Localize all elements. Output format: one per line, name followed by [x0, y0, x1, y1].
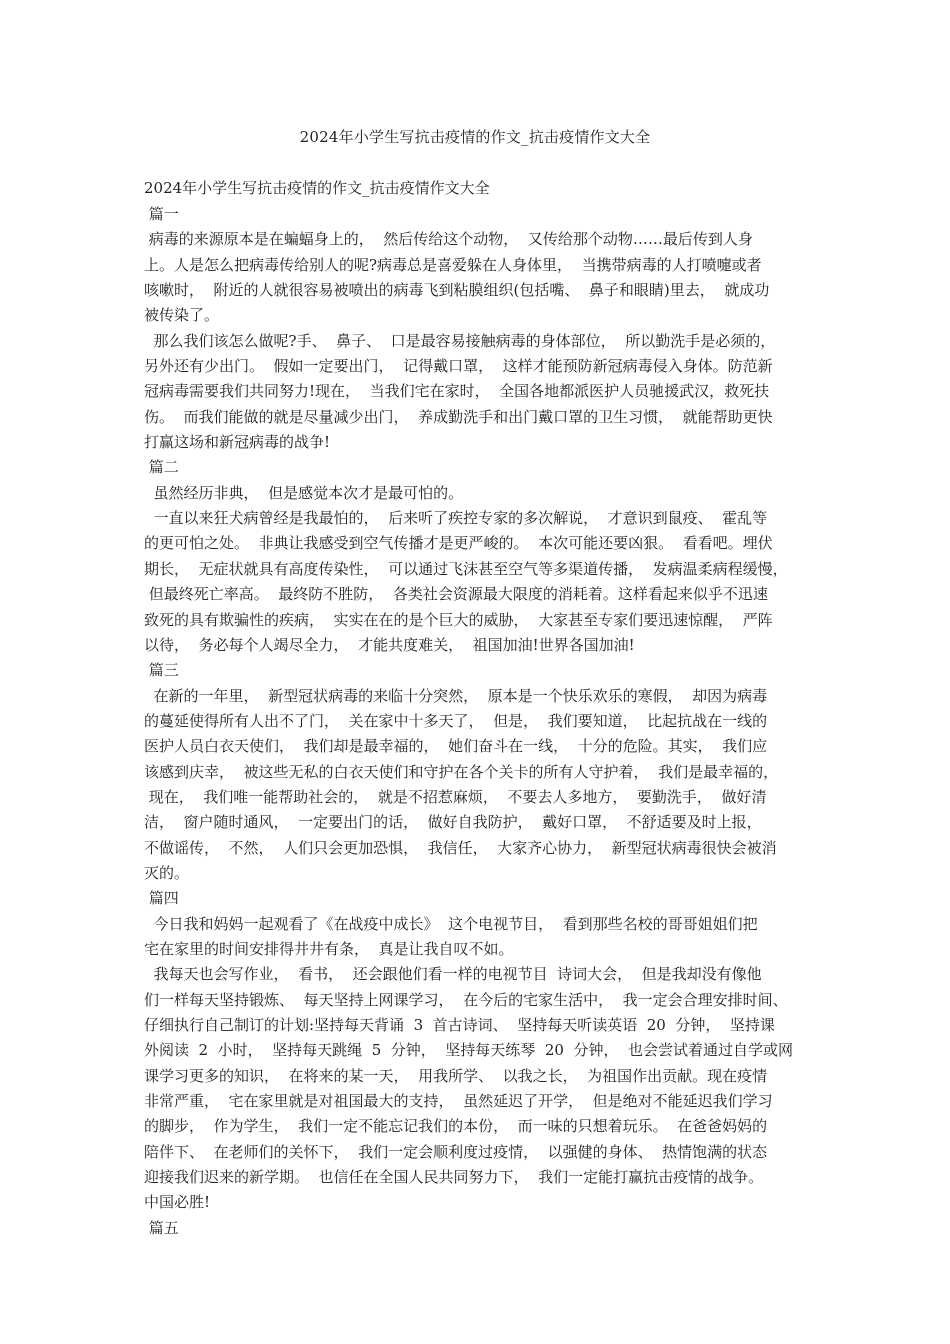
text-line: 的更可怕之处。 非典让我感受到空气传播才是更严峻的。 本次可能还要凶狠。 看看吧。埋伏 — [144, 534, 773, 553]
text-line: 现在， 我们唯一能帮助社会的， 就是不招惹麻烦， 不要去人多地方， 要勤洗手， 做好清 — [144, 787, 767, 806]
text-line: 另外还有少出门。 假如一定要出门， 记得戴口罩， 这样才能预防新冠病毒侵入身体。防范新 — [144, 357, 773, 376]
text-line: 灭的。 — [144, 863, 190, 882]
text-line: 中国必胜! — [144, 1193, 211, 1212]
text-line: 咳嗽时， 附近的人就很容易被喷出的病毒飞到粘膜组织(包括嘴、 鼻子和眼睛)里去， 就成功 — [144, 281, 770, 300]
text-line: 医护人员白衣天使们， 我们却是最幸福的， 她们奋斗在一线， 十分的危险。其实， 我们应 — [144, 737, 768, 756]
text-line: 篇五 — [144, 1218, 179, 1237]
text-line: 仔细执行自己制订的计划:坚持每天背诵 3 首古诗词、 坚持每天听读英语 20 分钟， 坚持课 — [144, 1016, 775, 1034]
text-line: 期长， 无症状就具有高度传染性， 可以通过飞沫甚至空气等多渠道传播， 发病温柔病程缓慢， — [144, 559, 788, 578]
text-line: 今日我和妈妈一起观看了《在战疫中成长》 这个电视节目， 看到那些名校的哥哥姐姐们把 — [144, 914, 758, 933]
text-line: 非常严重， 宅在家里就是对祖国最大的支持， 虽然延迟了开学， 但是绝对不能延迟我们学习 — [144, 1092, 773, 1111]
text-line: 外阅读 2 小时， 坚持每天跳绳 5 分钟， 坚持每天练琴 20 分钟， 也会尝试着通过自学或网 — [144, 1041, 794, 1060]
text-line: 被传染了。 — [144, 306, 220, 325]
text-line: 在新的一年里， 新型冠状病毒的来临十分突然， 原本是一个快乐欢乐的寒假， 却因为病毒 — [144, 686, 768, 705]
text-line: 宅在家里的时间安排得井井有条， 真是让我自叹不如。 — [144, 939, 514, 958]
document-body — [144, 176, 810, 1241]
text-line: 伤。 而我们能做的就是尽量减少出门， 养成勤洗手和出门戴口罩的卫生习惯， 就能帮助更快 — [144, 407, 773, 426]
text-line: 篇一 — [144, 205, 179, 223]
text-line: 的脚步， 作为学生， 我们一定不能忘记我们的本份， 而一味的只想着玩乐。 在爸爸妈妈的 — [144, 1117, 768, 1136]
text-line: 不做谣传， 不然， 人们只会更加恐惧， 我信任， 大家齐心协力， 新型冠状病毒很快会被消 — [144, 838, 777, 857]
text-line: 的蔓延使得所有人出不了门， 关在家中十多天了， 但是， 我们要知道， 比起抗战在一线的 — [144, 711, 768, 730]
text-line: 篇四 — [144, 889, 179, 908]
text-line: 迎接我们迟来的新学期。 也信任在全国人民共同努力下， 我们一定能打赢抗击疫情的战争。 — [144, 1168, 764, 1187]
text-line: 上。人是怎么把病毒传给别人的呢?病毒总是喜爱躲在人身体里， 当携带病毒的人打喷嚏或者 — [144, 255, 762, 274]
text-line: 们一样每天坚持锻炼、 每天坚持上网课学习， 在今后的宅家生活中， 我一定会合理安排时间、 — [144, 990, 788, 1009]
text-line: 课学习更多的知识， 在将来的某一天， 用我所学、 以我之长， 为祖国作出贡献。现在疫情 — [144, 1066, 768, 1085]
text-line: 篇三 — [144, 661, 179, 680]
text-line: 该感到庆幸， 被这些无私的白衣天使们和守护在各个关卡的所有人守护着， 我们是最幸福的， — [144, 762, 779, 781]
text-line: 冠病毒需要我们共同努力!现在， 当我们宅在家时， 全国各地都派医护人员驰援武汉，救死扶 — [144, 382, 770, 401]
text-line: 那么我们该怎么做呢?手、 鼻子、 口是最容易接触病毒的身体部位， 所以勤洗手是必须的， — [144, 331, 776, 350]
text-line: 病毒的来源原本是在蝙蝠身上的， 然后传给这个动物， 又传给那个动物……最后传到人身 — [144, 230, 753, 249]
document-lines — [144, 202, 810, 1241]
text-line: 致死的具有欺骗性的疾病， 实实在在的是个巨大的威胁， 大家甚至专家们要迅速惊醒， 严阵 — [144, 610, 773, 629]
document-title: 2024年小学生写抗击疫情的作文_抗击疫情作文大全 — [299, 128, 651, 146]
text-line: 打赢这场和新冠病毒的战争! — [144, 433, 331, 452]
text-line: 陪伴下、 在老师们的关怀下， 我们一定会顺利度过疫情， 以强健的身体、 热情饱满的状态 — [144, 1142, 768, 1161]
text-line: 一直以来狂犬病曾经是我最怕的， 后来听了疾控专家的多次解说， 才意识到鼠疫、 霍乱等 — [144, 509, 768, 528]
text-line: 但最终死亡率高。 最终防不胜防， 各类社会资源最大限度的消耗着。这样看起来似乎不迅速 — [144, 585, 768, 604]
text-line: 以待， 务必每个人竭尽全力， 才能共度难关， 祖国加油!世界各国加油! — [144, 635, 635, 654]
text-line: 虽然经历非典， 但是感觉本次才是最可怕的。 — [144, 483, 464, 502]
text-line: 我每天也会写作业， 看书， 还会跟他们看一样的电视节目 诗词大会， 但是我却没有像他 — [144, 965, 762, 984]
text-line: 洁， 窗户随时通风， 一定要出门的话， 做好自我防护， 戴好口罩， 不舒适要及时上报， — [144, 813, 762, 832]
text-line: 篇二 — [144, 458, 179, 477]
document-subtitle: 2024年小学生写抗击疫情的作文_抗击疫情作文大全 — [144, 179, 490, 197]
